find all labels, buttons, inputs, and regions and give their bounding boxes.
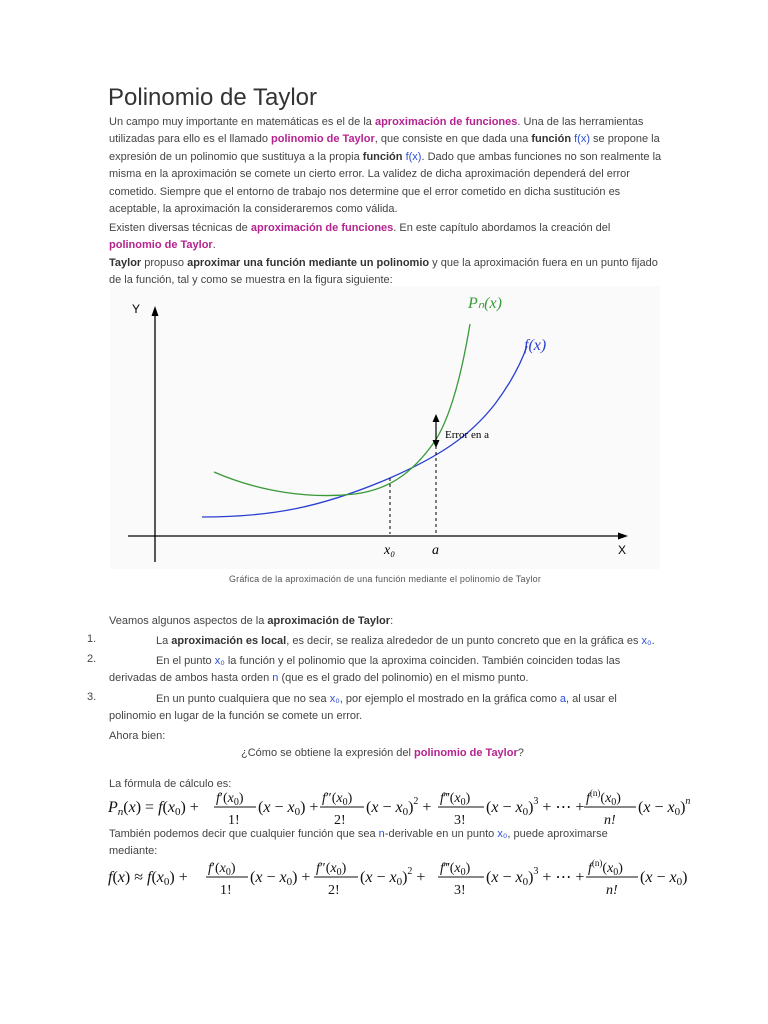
keyword-taylor: Taylor bbox=[109, 257, 142, 269]
figure-caption: Gráfica de la aproximación de una función mediante el polinomio de Taylor bbox=[228, 574, 542, 584]
svg-text:f(n)(x0): $f^{(n)}(x_0)$ bbox=[586, 788, 621, 808]
aspects-intro bbox=[109, 613, 665, 630]
svg-text:3!: 3! bbox=[454, 813, 466, 828]
list-number: 1. bbox=[87, 633, 97, 645]
keyword-aproximar: aproximar una función mediante un polinomio bbox=[187, 257, 430, 269]
svg-text:(x − x0)2 +: $(x - x0)^2$ + bbox=[360, 866, 426, 888]
text: . Una de las herramientas utilizadas para ello es el llamado bbox=[109, 116, 644, 146]
text: , es decir, se realiza alrededor de un punto concreto que en la gráfica es bbox=[286, 635, 642, 647]
svg-text:f(x) ≈ f(x0) +: f(x) ≈ f(x0) + bbox=[108, 869, 188, 888]
taylor-graph bbox=[110, 286, 660, 569]
text: (que es el grado del polinomio) en el mismo punto. bbox=[278, 672, 529, 685]
y-axis-arrow bbox=[152, 306, 159, 316]
text: . En este capítulo abordamos la creación del bbox=[393, 222, 611, 234]
text: la función y el polinomio que la aproxima coinciden. También coinciden todas las derivadas de ambos hasta orden bbox=[109, 655, 621, 685]
text: , puede aproximarse mediante: bbox=[109, 828, 608, 858]
text: Veamos algunos aspectos de la bbox=[109, 615, 268, 627]
ahora-bien: Ahora bien: bbox=[109, 730, 166, 742]
keyword-aproximacion-taylor: aproximación de Taylor bbox=[267, 615, 391, 627]
keyword-funcion: función bbox=[531, 133, 572, 146]
keyword-funcion: función bbox=[362, 150, 403, 163]
x-axis-arrow bbox=[618, 533, 628, 540]
svg-text:(x − x0)3 + ⋯ +: $(x - x0)^3$ + ⋯ + bbox=[486, 866, 585, 888]
fx-label: f(x) bbox=[524, 337, 547, 354]
text: La bbox=[156, 635, 172, 647]
text: . Dado que ambas funciones no son realmente la misma en la aproximación se comete un cierto error. La validez de dicha aproximación dependerá del error cometido. Siempre que el entorno de trabajo nos determine que el error cometido en dicha sustitución es aceptable, la aproximación la consideraremos como válida. bbox=[109, 150, 662, 216]
svg-text:n!: n! bbox=[604, 813, 616, 828]
y-axis-label: Y bbox=[132, 302, 141, 316]
a-label: a bbox=[432, 543, 439, 558]
svg-text:(x − x0) +: (x − x0) + bbox=[258, 799, 319, 818]
list-item-2 bbox=[109, 653, 665, 688]
keyword-aproximacion: aproximación de funciones bbox=[250, 222, 394, 234]
math-x0: x₀ bbox=[497, 828, 508, 840]
text: y que la aproximación fuera en un punto fijado de la función, tal y como se muestra en la figura siguiente: bbox=[109, 257, 658, 287]
techniques-paragraph bbox=[109, 220, 665, 255]
taylor-figure bbox=[110, 286, 660, 569]
svg-text:2!: 2! bbox=[328, 883, 340, 898]
list-number: 2. bbox=[87, 653, 97, 665]
svg-text:(x − x0) +: (x − x0) + bbox=[250, 869, 311, 888]
text: -derivable en un punto bbox=[384, 828, 498, 840]
svg-text:f′(x0): $f'(x_0)$ bbox=[208, 861, 236, 878]
text: . bbox=[212, 239, 216, 252]
keyword-polinomio: polinomio de Taylor bbox=[271, 133, 375, 146]
x-axis-label: X bbox=[618, 543, 627, 557]
svg-text:n!: n! bbox=[606, 883, 618, 898]
svg-text:f′(x0): $f'(x_0)$ bbox=[216, 791, 244, 808]
svg-text:(x − x0)n: $(x - x0)^n$ bbox=[638, 796, 691, 818]
text: , que consiste en que dada una bbox=[374, 133, 532, 146]
svg-text:f‴(x0): $f‴(x_0)$ bbox=[440, 791, 471, 808]
keyword-aproximacion: aproximación de funciones bbox=[374, 116, 518, 128]
text: Un campo muy importante en matemáticas es el de la bbox=[109, 116, 375, 128]
page-title: Polinomio de Taylor bbox=[108, 84, 318, 111]
list-number: 3. bbox=[87, 691, 97, 703]
math-n: n bbox=[272, 672, 279, 685]
math-x0: x₀ bbox=[214, 655, 225, 667]
math-fx: f(x) bbox=[405, 150, 422, 163]
svg-text:(x − x0)3 + ⋯ +: $(x - x0)^3$ + ⋯ + bbox=[486, 796, 585, 818]
text: Existen diversas técnicas de bbox=[109, 222, 251, 234]
text: También podemos decir que cualquier función que sea bbox=[109, 828, 379, 840]
taylor-formula-2 bbox=[108, 854, 693, 900]
pn-label: Pₙ(x) bbox=[468, 295, 502, 312]
list-item-3 bbox=[109, 691, 665, 726]
intro-paragraph bbox=[109, 114, 665, 218]
svg-text:(x − x0): (x − x0) bbox=[640, 869, 688, 888]
keyword-polinomio: polinomio de Taylor bbox=[109, 239, 213, 252]
question bbox=[241, 745, 661, 762]
svg-text:2!: 2! bbox=[334, 813, 346, 828]
error-label: Error en a bbox=[445, 429, 489, 441]
svg-text:3!: 3! bbox=[454, 883, 466, 898]
svg-text:f″(x0): $f''(x_0)$ bbox=[322, 791, 353, 808]
formula-2-graphic bbox=[108, 854, 693, 900]
svg-text:f(n)(x0): $f^{(n)}(x_0)$ bbox=[588, 858, 623, 878]
keyword-local: aproximación es local bbox=[171, 635, 287, 647]
text: En el punto bbox=[156, 655, 215, 667]
math-fx: f(x) bbox=[574, 133, 590, 146]
taylor-formula-1 bbox=[108, 784, 693, 830]
math-x0: x₀ bbox=[329, 693, 340, 705]
math-x0: x₀ bbox=[641, 635, 652, 647]
svg-text:(x − x0)2 +: $(x - x0)^2$ + bbox=[366, 796, 432, 818]
pn-curve bbox=[214, 324, 470, 496]
text: : bbox=[390, 615, 394, 627]
text: En un punto cualquiera que no sea bbox=[156, 693, 330, 705]
svg-text:f‴(x0): $f‴(x_0)$ bbox=[440, 861, 471, 878]
text: , al usar el polinomio en lugar de la función se comete un error. bbox=[109, 693, 617, 723]
text: propuso bbox=[141, 257, 188, 269]
list-item-1 bbox=[156, 633, 666, 650]
error-arrow-head-up bbox=[433, 414, 440, 422]
svg-text:1!: 1! bbox=[220, 883, 232, 898]
text: , por ejemplo el mostrado en la gráfica como bbox=[339, 693, 560, 705]
text: se propone la expresión de un polinomio que sustituya a la propia bbox=[109, 133, 660, 163]
math-n: n bbox=[378, 828, 385, 840]
text: . bbox=[651, 635, 655, 647]
taylor-paragraph bbox=[109, 255, 665, 290]
keyword-polinomio: polinomio de Taylor bbox=[414, 747, 518, 759]
svg-text:Pn(x) = f(x0) +: Pn(x) = f(x0) + bbox=[108, 799, 199, 818]
svg-text:1!: 1! bbox=[228, 813, 240, 828]
text: ¿Cómo se obtiene la expresión del bbox=[241, 747, 415, 759]
x0-label: x₀ bbox=[384, 543, 396, 558]
svg-text:f″(x0): $f''(x_0)$ bbox=[316, 861, 347, 878]
formula-intro: La fórmula de cálculo es: bbox=[109, 778, 232, 790]
math-a: a bbox=[559, 693, 567, 705]
text: ? bbox=[517, 747, 524, 759]
formula-1-graphic bbox=[108, 784, 693, 830]
